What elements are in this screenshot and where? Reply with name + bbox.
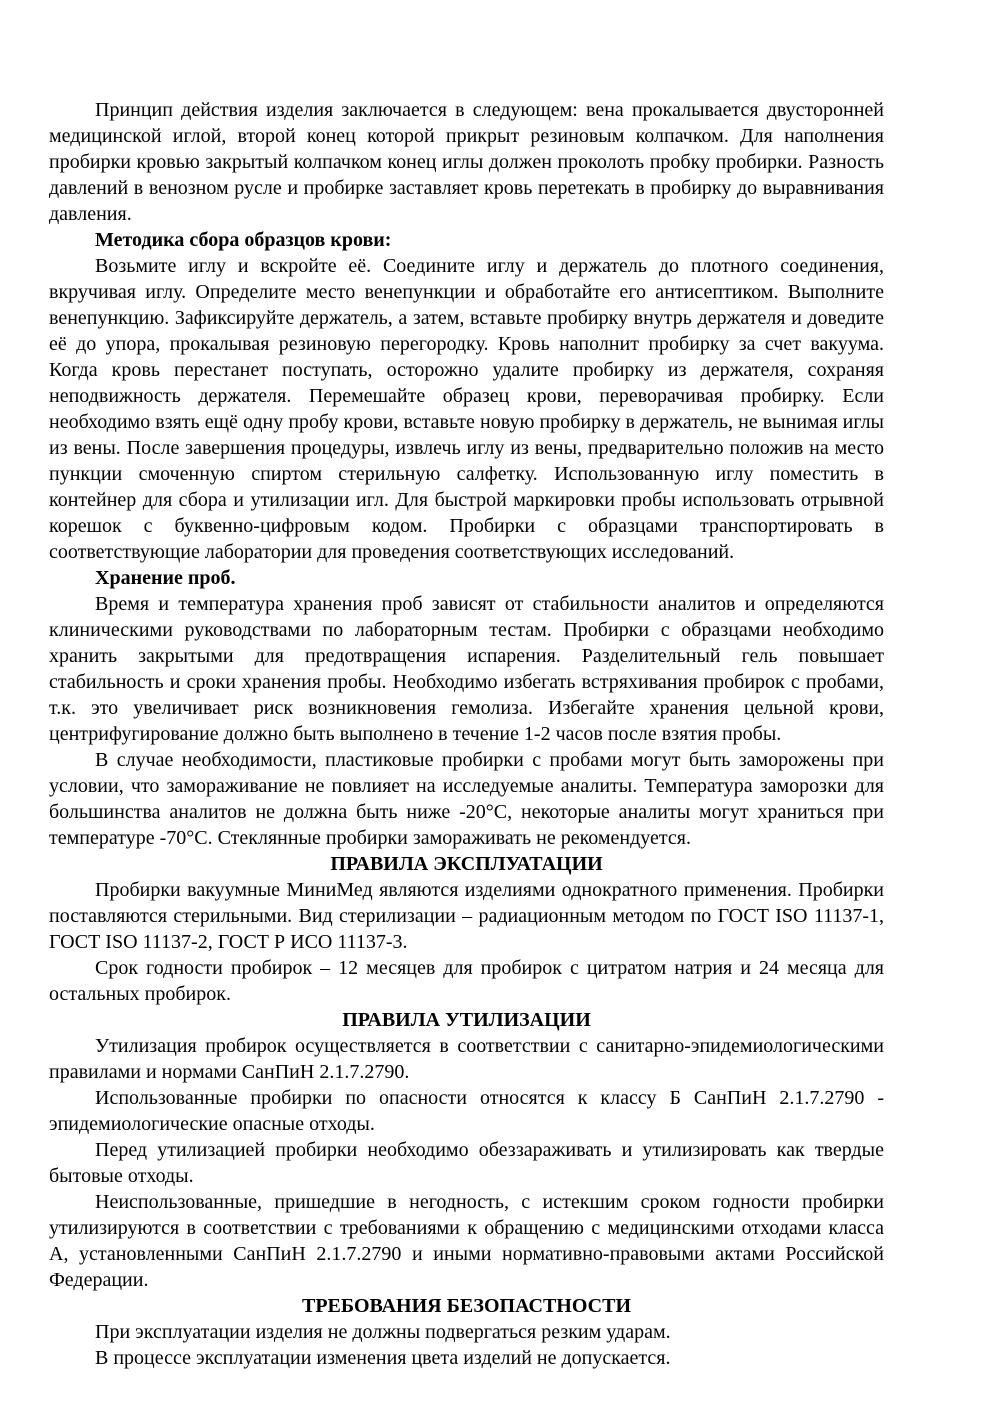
paragraph-no-color-change: В процессе эксплуатации изменения цвета изделий не допускается. (95, 1347, 671, 1369)
paragraph-collection-method: Возьмите иглу и вскройте её. Соедините иглу и держатель до плотного соединения, вкручивая иглу. Определите место венепункции и обработайте его антисептиком. Выполните венепункцию. Зафиксируйте держатель, а затем, вставьте пробирку внутрь держателя и доведите её до упора, прокалывая резиновую перегородку. Кровь наполнит пробирку за счет вакуума. Когда кровь перестанет поступать, осторожно удалите пробирку из держателя, сохраняя неподвижность держателя. Перемешайте образец крови, переворачивая пробирку. Если необходимо взять ещё одну пробу крови, вставьте новую пробирку в держатель, не вынимая иглы из вены. После завершения процедуры, извлечь иглу из вены, предварительно положив на место пункции смоченную спиртом стерильную салфетку. Использованную иглу поместить в контейнер для сбора и утилизации игл. Для быстрой маркировки пробы использовать отрывной корешок с буквенно-цифровым кодом. Пробирки с образцами транспортировать в соответствующие лаборатории для проведения соответствующих исследований. (49, 255, 884, 563)
paragraph-freezing: В случае необходимости, пластиковые пробирки с пробами могут быть заморожены при условии, что замораживание не повлияет на исследуемые аналиты. Температура заморозки для большинства аналитов не должна быть ниже -20°С, некоторые аналиты могут храниться при температуре -70°С. Стеклянные пробирки замораживать не рекомендуется. (49, 749, 884, 849)
heading-disposal-rules: ПРАВИЛА УТИЛИЗАЦИИ (342, 1009, 591, 1031)
paragraph-disposal-sanpin: Утилизация пробирок осуществляется в соответствии с санитарно-эпидемиологическими правилами и нормами СанПиН 2.1.7.2790. (49, 1035, 884, 1083)
subheading-blood-collection: Методика сбора образцов крови: (95, 229, 392, 251)
paragraph-shelf-life: Срок годности пробирок – 12 месяцев для пробирок с цитратом натрия и 24 месяца для остальных пробирок. (49, 957, 884, 1005)
paragraph-principle: Принцип действия изделия заключается в следующем: вена прокалывается двусторонней медицинской иглой, второй конец которой прикрыт резиновым колпачком. Для наполнения пробирки кровью закрытый колпачком конец иглы должен проколоть пробку пробирки. Разность давлений в венозном русле и пробирке заставляет кровь перетекать в пробирку до выравнивания давления. (49, 99, 884, 225)
paragraph-no-impacts: При эксплуатации изделия не должны подвергаться резким ударам. (95, 1321, 671, 1343)
paragraph-single-use: Пробирки вакуумные МиниМед являются изделиями однократного применения. Пробирки поставляются стерильными. Вид стерилизации – радиационным методом по ГОСТ ISO 11137-1, ГОСТ ISO 11137-2, ГОСТ Р ИСО 11137-3. (49, 879, 884, 953)
paragraph-unused-tubes: Неиспользованные, пришедшие в негодность, с истекшим сроком годности пробирки утилизируются в соответствии с требованиями к обращению с медицинскими отходами класса А, установленными СанПиН 2.1.7.2790 и иными нормативно-правовыми актами Российской Федерации. (49, 1191, 884, 1291)
heading-safety-requirements: ТРЕБОВАНИЯ БЕЗОПАСТНОСТИ (301, 1295, 632, 1317)
paragraph-storage-conditions: Время и температура хранения проб зависят от стабильности аналитов и определяются клиническими руководствами по лабораторным тестам. Пробирки с образцами необходимо хранить закрытыми для предотвращения испарения. Разделительный гель повышает стабильность и сроки хранения пробы. Необходимо избегать встряхивания пробирок с пробами, т.к. это увеличивает риск возникновения гемолиза. Избегайте хранения цельной крови, центрифугирование должно быть выполнено в течение 1-2 часов после взятия пробы. (49, 593, 884, 745)
paragraph-decontamination: Перед утилизацией пробирки необходимо обеззараживать и утилизировать как твердые бытовые отходы. (49, 1139, 884, 1187)
paragraph-class-b-waste: Использованные пробирки по опасности относятся к классу Б СанПиН 2.1.7.2790 - эпидемиологические опасные отходы. (49, 1087, 884, 1135)
heading-operation-rules: ПРАВИЛА ЭКСПЛУАТАЦИИ (330, 853, 603, 875)
subheading-sample-storage: Хранение проб. (95, 567, 236, 589)
